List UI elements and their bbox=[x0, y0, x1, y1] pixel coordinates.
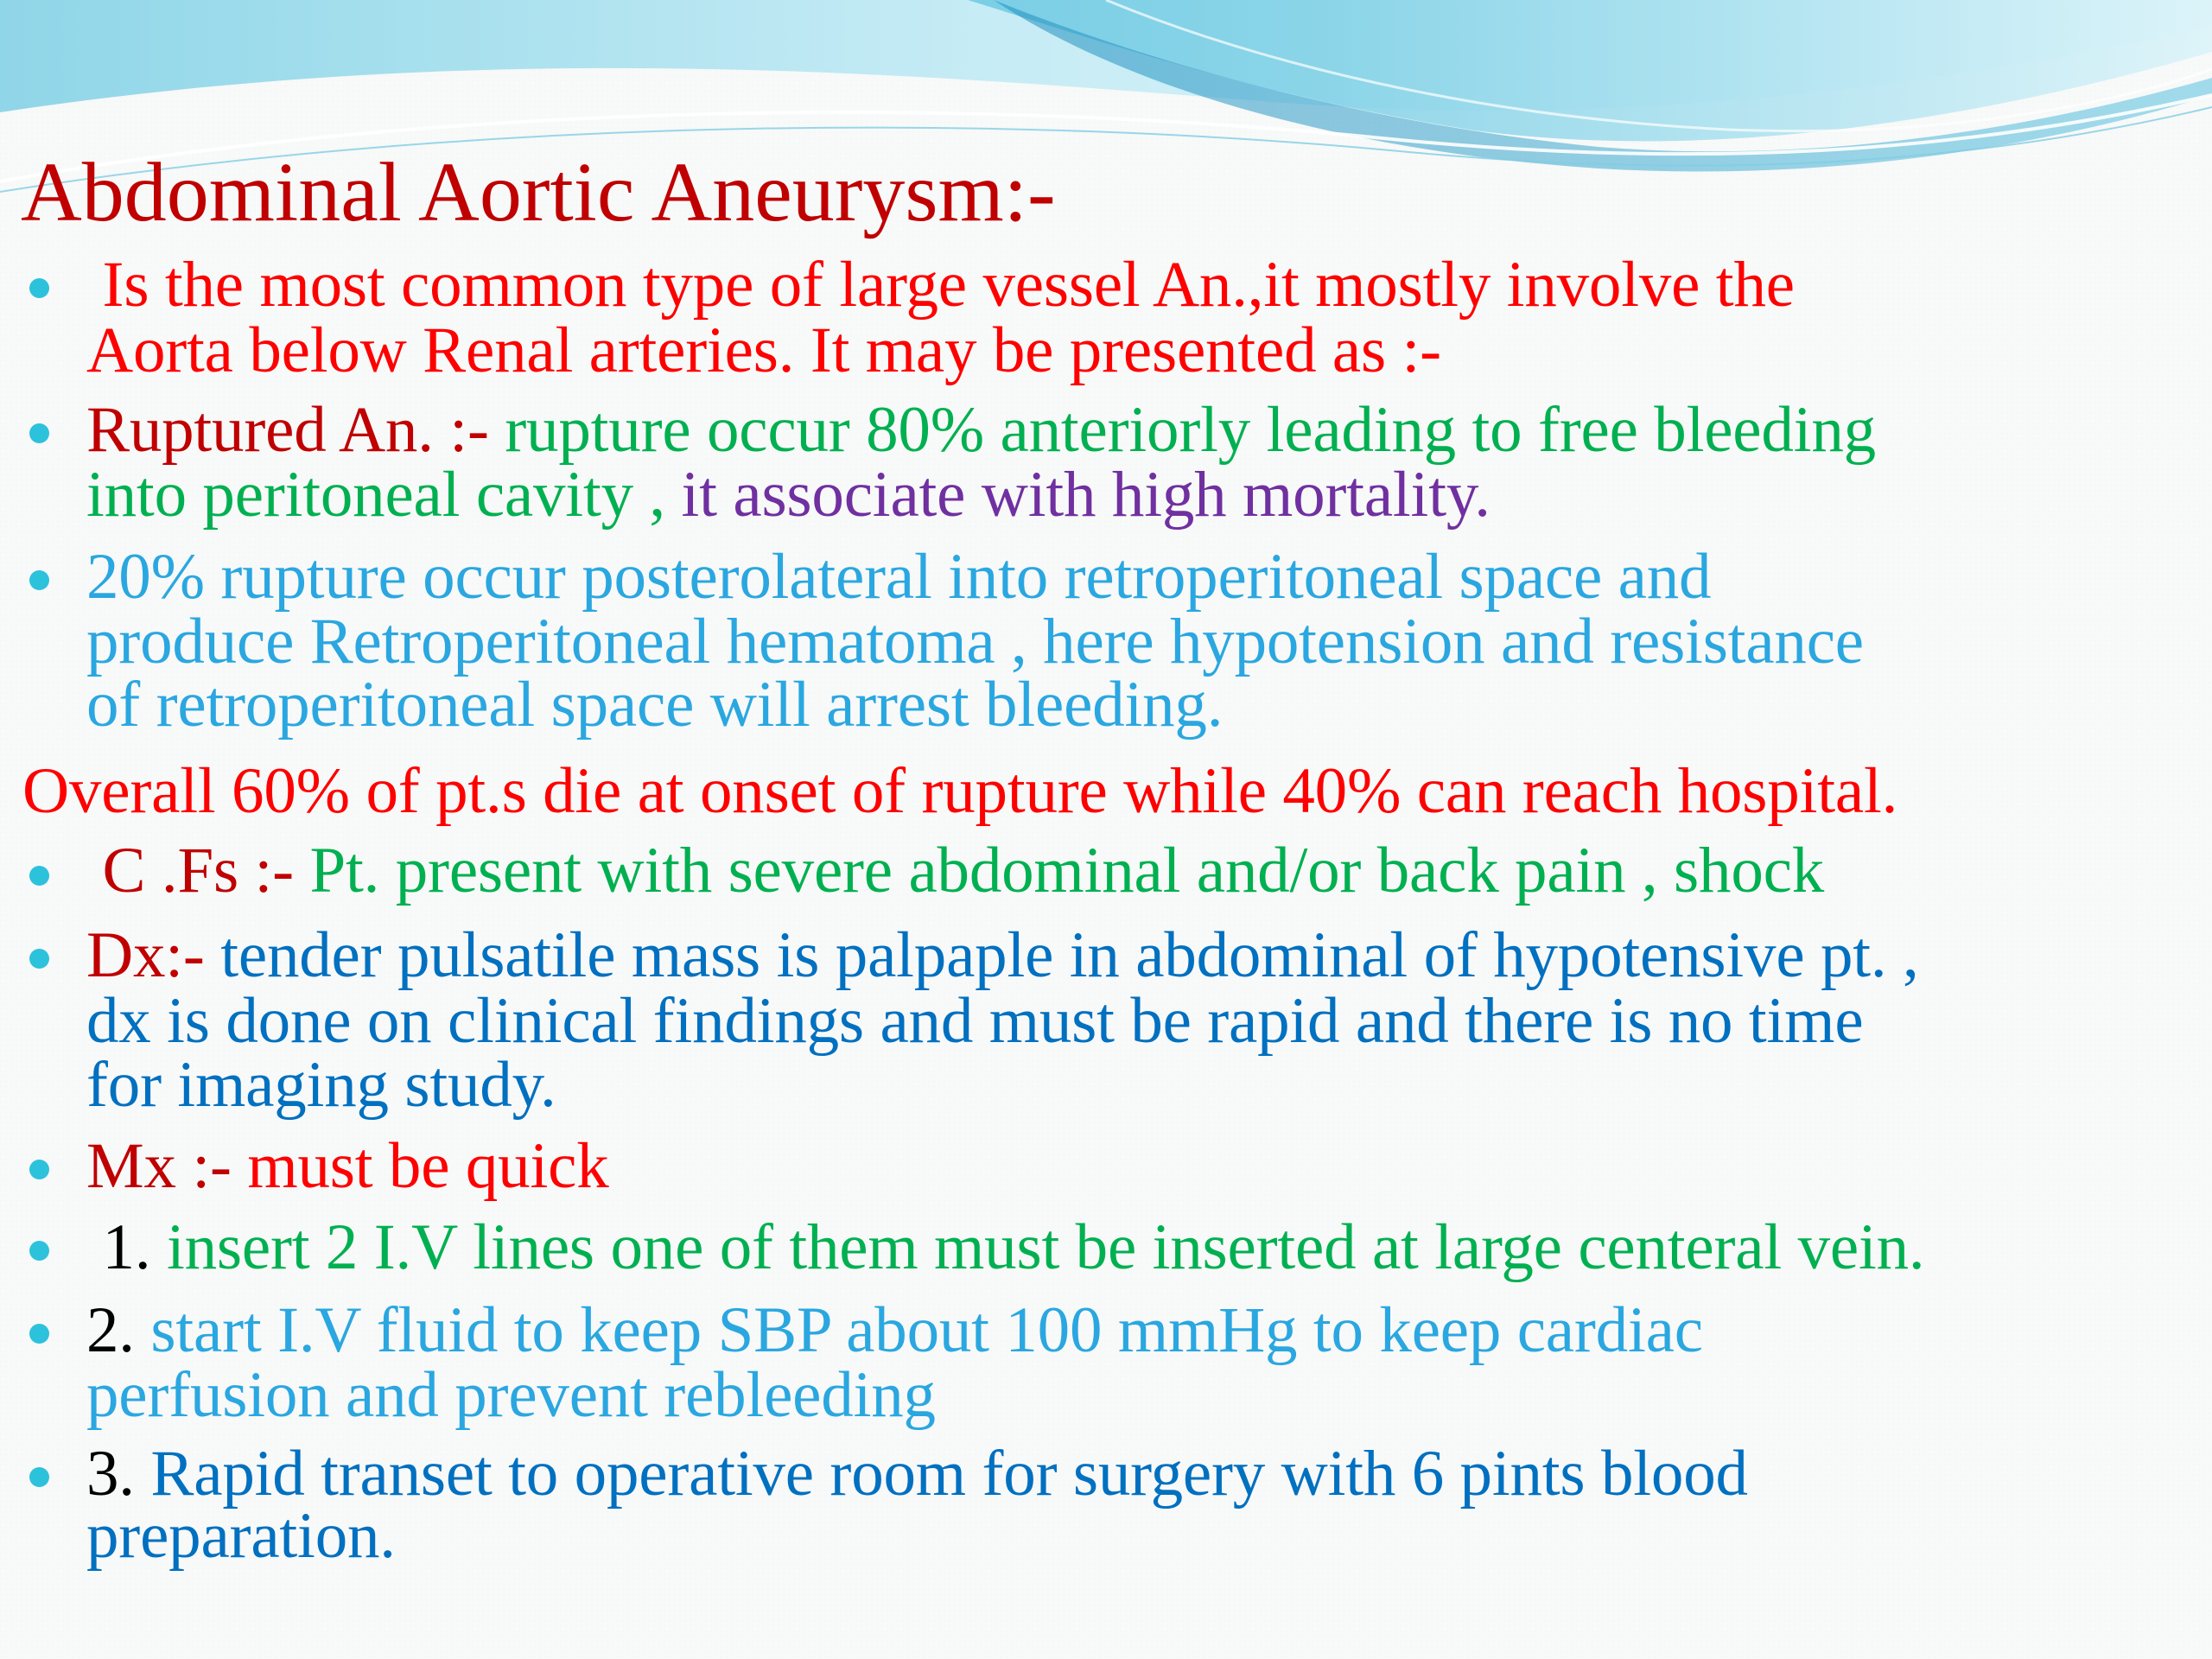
text-run: rupture occur 80% anteriorly leading to free bleeding bbox=[505, 394, 1876, 466]
slide-title: Abdominal Aortic Aneurysm:- bbox=[21, 146, 1056, 239]
bullet-icon bbox=[29, 1324, 49, 1344]
text-run: of retroperitoneal space will arrest bleeding. bbox=[86, 669, 1224, 741]
text-run: 1. bbox=[86, 1211, 167, 1283]
text-run: start I.V fluid to keep SBP about 100 mmHg to keep cardiac bbox=[150, 1294, 1703, 1366]
bullet-line bbox=[86, 606, 1864, 677]
text-run: C .Fs :- bbox=[86, 835, 310, 906]
text-run: for imaging study. bbox=[86, 1049, 556, 1121]
text-run: Rapid transet to operative room for surgery with 6 pints blood bbox=[150, 1438, 1748, 1510]
text-run: it associate with high mortality. bbox=[681, 459, 1491, 531]
text-run: Mx :- bbox=[86, 1130, 248, 1202]
bullet-line bbox=[86, 1438, 1748, 1510]
text-run: Aorta below Renal arteries. It may be presented as :- bbox=[86, 315, 1441, 386]
bullet-icon bbox=[29, 1467, 49, 1487]
bullet-line bbox=[86, 315, 1441, 386]
text-run: tender pulsatile mass is palpaple in abdominal of hypotensive pt. , bbox=[220, 919, 1919, 991]
bullet-icon bbox=[29, 1241, 49, 1261]
bullet-line bbox=[86, 1130, 609, 1202]
text-run: 20% rupture occur posterolateral into retroperitoneal space and bbox=[86, 541, 1712, 613]
bullet-line bbox=[86, 835, 1825, 906]
text-run: dx is done on clinical findings and must be rapid and there is no time bbox=[86, 985, 1864, 1057]
bullet-line bbox=[86, 459, 1491, 531]
text-run: into peritoneal cavity , bbox=[86, 459, 682, 531]
bullet-line bbox=[86, 1359, 936, 1431]
text-run: perfusion and prevent rebleeding bbox=[86, 1359, 936, 1431]
text-run: produce Retroperitoneal hematoma , here hypotension and resistance bbox=[86, 606, 1864, 677]
bullet-icon bbox=[29, 423, 49, 443]
bullet-line bbox=[86, 1049, 556, 1121]
bullet-line bbox=[86, 249, 1795, 321]
bullet-line bbox=[86, 1294, 1703, 1366]
bullet-icon bbox=[29, 570, 49, 590]
text-run: Pt. present with severe abdominal and/or back pain , shock bbox=[309, 835, 1825, 906]
bullet-icon bbox=[29, 1160, 49, 1179]
text-run: 2. bbox=[86, 1294, 151, 1366]
text-run: 3. bbox=[86, 1438, 151, 1510]
text-run: Overall 60% of pt.s die at onset of rupture while 40% can reach hospital. bbox=[22, 755, 1898, 827]
text-run: Is the most common type of large vessel An.,it mostly involve the bbox=[86, 249, 1795, 321]
bullet-line bbox=[86, 1500, 396, 1572]
bullet-line bbox=[86, 541, 1712, 613]
bullet-icon bbox=[29, 866, 49, 886]
bullet-icon bbox=[29, 278, 49, 298]
bullet-line bbox=[86, 1211, 1925, 1283]
text-run: insert 2 I.V lines one of them must be inserted at large centeral vein. bbox=[166, 1211, 1925, 1283]
bullet-line bbox=[22, 755, 1898, 827]
text-run: Ruptured An. :- bbox=[86, 394, 505, 466]
bullet-line bbox=[86, 985, 1864, 1057]
bullet-icon bbox=[29, 949, 49, 969]
text-run: preparation. bbox=[86, 1500, 396, 1572]
text-run: Dx:- bbox=[86, 919, 221, 991]
text-run: must be quick bbox=[247, 1130, 609, 1202]
bullet-line bbox=[86, 669, 1224, 741]
bullet-line bbox=[86, 394, 1876, 466]
bullet-line bbox=[86, 919, 1919, 991]
